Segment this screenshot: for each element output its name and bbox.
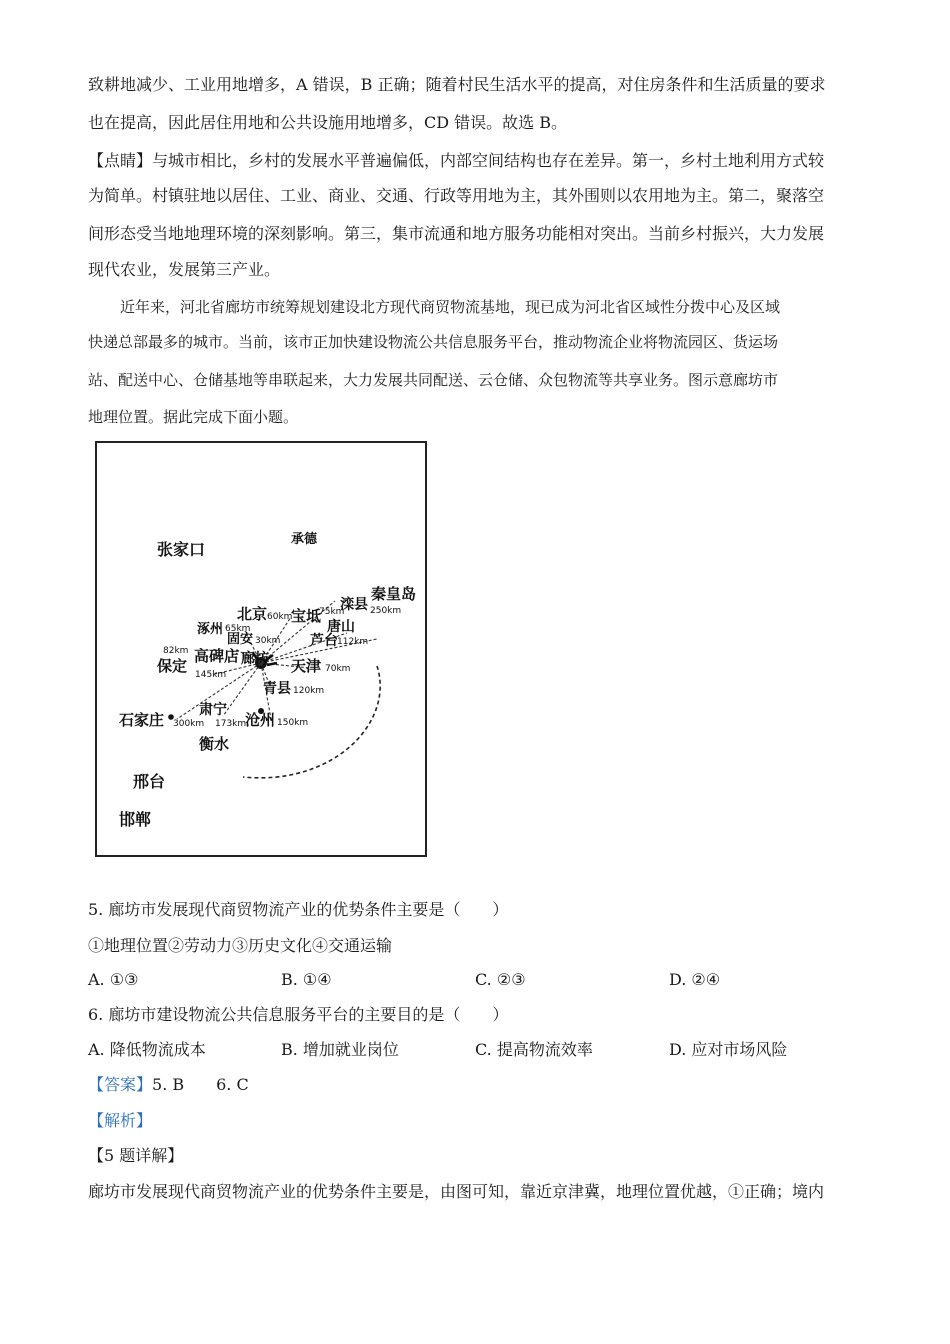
map-frame xyxy=(96,442,426,856)
detail-label: 【5 题详解】 xyxy=(88,1146,184,1165)
city-shijiazhuang: 石家庄 xyxy=(119,711,165,729)
city-suning: 肃宁 xyxy=(199,702,227,718)
dianjing-line: 【点睛】与城市相比，乡村的发展水平普遍偏低，内部空间结构也存在差异。第一，乡村土地利用方式较 xyxy=(88,151,825,170)
question-5-items: ①地理位置②劳动力③历史文化④交通运输 xyxy=(88,936,393,955)
q6-option-d: D. 应对市场风险 xyxy=(669,1040,788,1059)
q5-option-b: B. ①④ xyxy=(281,970,332,989)
city-beijing: 北京 xyxy=(237,605,268,623)
dist-shijiazhuang: 300km xyxy=(173,719,205,729)
dist-lutai: 112km xyxy=(337,637,369,647)
dist-tianjin: 70km xyxy=(325,664,351,674)
answer-label: 【答案】 xyxy=(88,1075,153,1094)
city-xingtai: 邢台 xyxy=(133,772,166,791)
q6-option-a: A. 降低物流成本 xyxy=(88,1040,206,1059)
dist-qingxian: 120km xyxy=(293,686,325,696)
city-chengde: 承德 xyxy=(291,532,318,547)
dist-baodi: 75km xyxy=(319,607,345,617)
city-baodi: 宝坻 xyxy=(291,607,322,625)
paragraph-line: 致耕地减少、工业用地增多，A 错误，B 正确；随着村民生活水平的提高，对住房条件和生活质量的要求 xyxy=(88,75,826,94)
city-zhangjiakou: 张家口 xyxy=(157,540,206,559)
city-qinhuangdao: 秦皇岛 xyxy=(371,585,417,603)
city-langfang: 廊坊 xyxy=(241,651,269,667)
q6-option-c: C. 提高物流效率 xyxy=(475,1040,593,1059)
question-5-stem: 5. 廊坊市发展现代商贸物流产业的优势条件主要是（ ） xyxy=(88,900,509,919)
dist-beijing: 60km xyxy=(267,612,293,622)
city-luanxian: 滦县 xyxy=(340,597,368,613)
dist-gu-an: 30km xyxy=(255,636,281,646)
city-gu-an: 固安 xyxy=(227,632,254,647)
city-lutai: 芦台 xyxy=(310,633,338,649)
city-tianjin: 天津 xyxy=(291,657,322,675)
city-zhuozhou: 涿州 xyxy=(197,622,224,637)
paragraph-line: 间形态受当地地理环境的深刻影响。第三，集市流通和地方服务功能相对突出。当前乡村振兴，大力发展 xyxy=(88,224,825,243)
dist-qinhuangdao: 250km xyxy=(370,606,402,616)
analysis-label: 【解析】 xyxy=(88,1111,153,1130)
q5-option-d: D. ②④ xyxy=(669,970,721,989)
paragraph-line: 现代农业，发展第三产业。 xyxy=(88,260,281,279)
q6-option-b: B. 增加就业岗位 xyxy=(281,1040,399,1059)
city-gaobeidian: 高碑店 xyxy=(194,647,240,665)
city-hengshui: 衡水 xyxy=(199,735,230,753)
paragraph-line: 也在提高，因此居住用地和公共设施用地增多，CD 错误。故选 B。 xyxy=(88,113,568,132)
city-cangzhou: 沧州 xyxy=(245,711,276,729)
q5-option-a: A. ①③ xyxy=(88,970,139,989)
passage-line: 站、配送中心、仓储基地等串联起来，大力发展共同配送、云仓储、众包物流等共享业务。图示意廊坊市 xyxy=(88,371,779,389)
city-handan: 邯郸 xyxy=(119,810,152,829)
dist-baoding-a: 82km xyxy=(163,646,189,656)
city-qingxian: 青县 xyxy=(263,681,291,697)
langfang-location-map xyxy=(95,441,427,857)
dist-baoding-b: 145km xyxy=(195,670,227,680)
dist-zhuozhou: 65km xyxy=(225,624,251,634)
city-baoding: 保定 xyxy=(157,657,188,675)
answer-line xyxy=(88,1074,249,1096)
dist-suning: 173km xyxy=(215,719,247,729)
paragraph-line: 为简单。村镇驻地以居住、工业、商业、交通、行政等用地为主，其外围则以农用地为主。第二，聚落空 xyxy=(88,186,825,205)
passage-line: 地理位置。据此完成下面小题。 xyxy=(88,408,299,426)
dist-cangzhou: 150km xyxy=(277,718,309,728)
passage-line: 快递总部最多的城市。当前，该市正加快建设物流公共信息服务平台，推动物流企业将物流园区、货运场 xyxy=(88,333,779,351)
city-tangshan: 唐山 xyxy=(327,619,355,635)
answer-value: 5. B 6. C xyxy=(152,1075,249,1094)
detail-text: 廊坊市发展现代商贸物流产业的优势条件主要是，由图可知，靠近京津冀，地理位置优越，①正确；境内 xyxy=(88,1182,825,1201)
q5-option-c: C. ②③ xyxy=(475,970,526,989)
question-6-stem: 6. 廊坊市建设物流公共信息服务平台的主要目的是（ ） xyxy=(88,1005,509,1024)
passage-line: 近年来，河北省廊坊市统筹规划建设北方现代商贸物流基地，现已成为河北省区域性分拨中心及区域 xyxy=(120,298,781,316)
